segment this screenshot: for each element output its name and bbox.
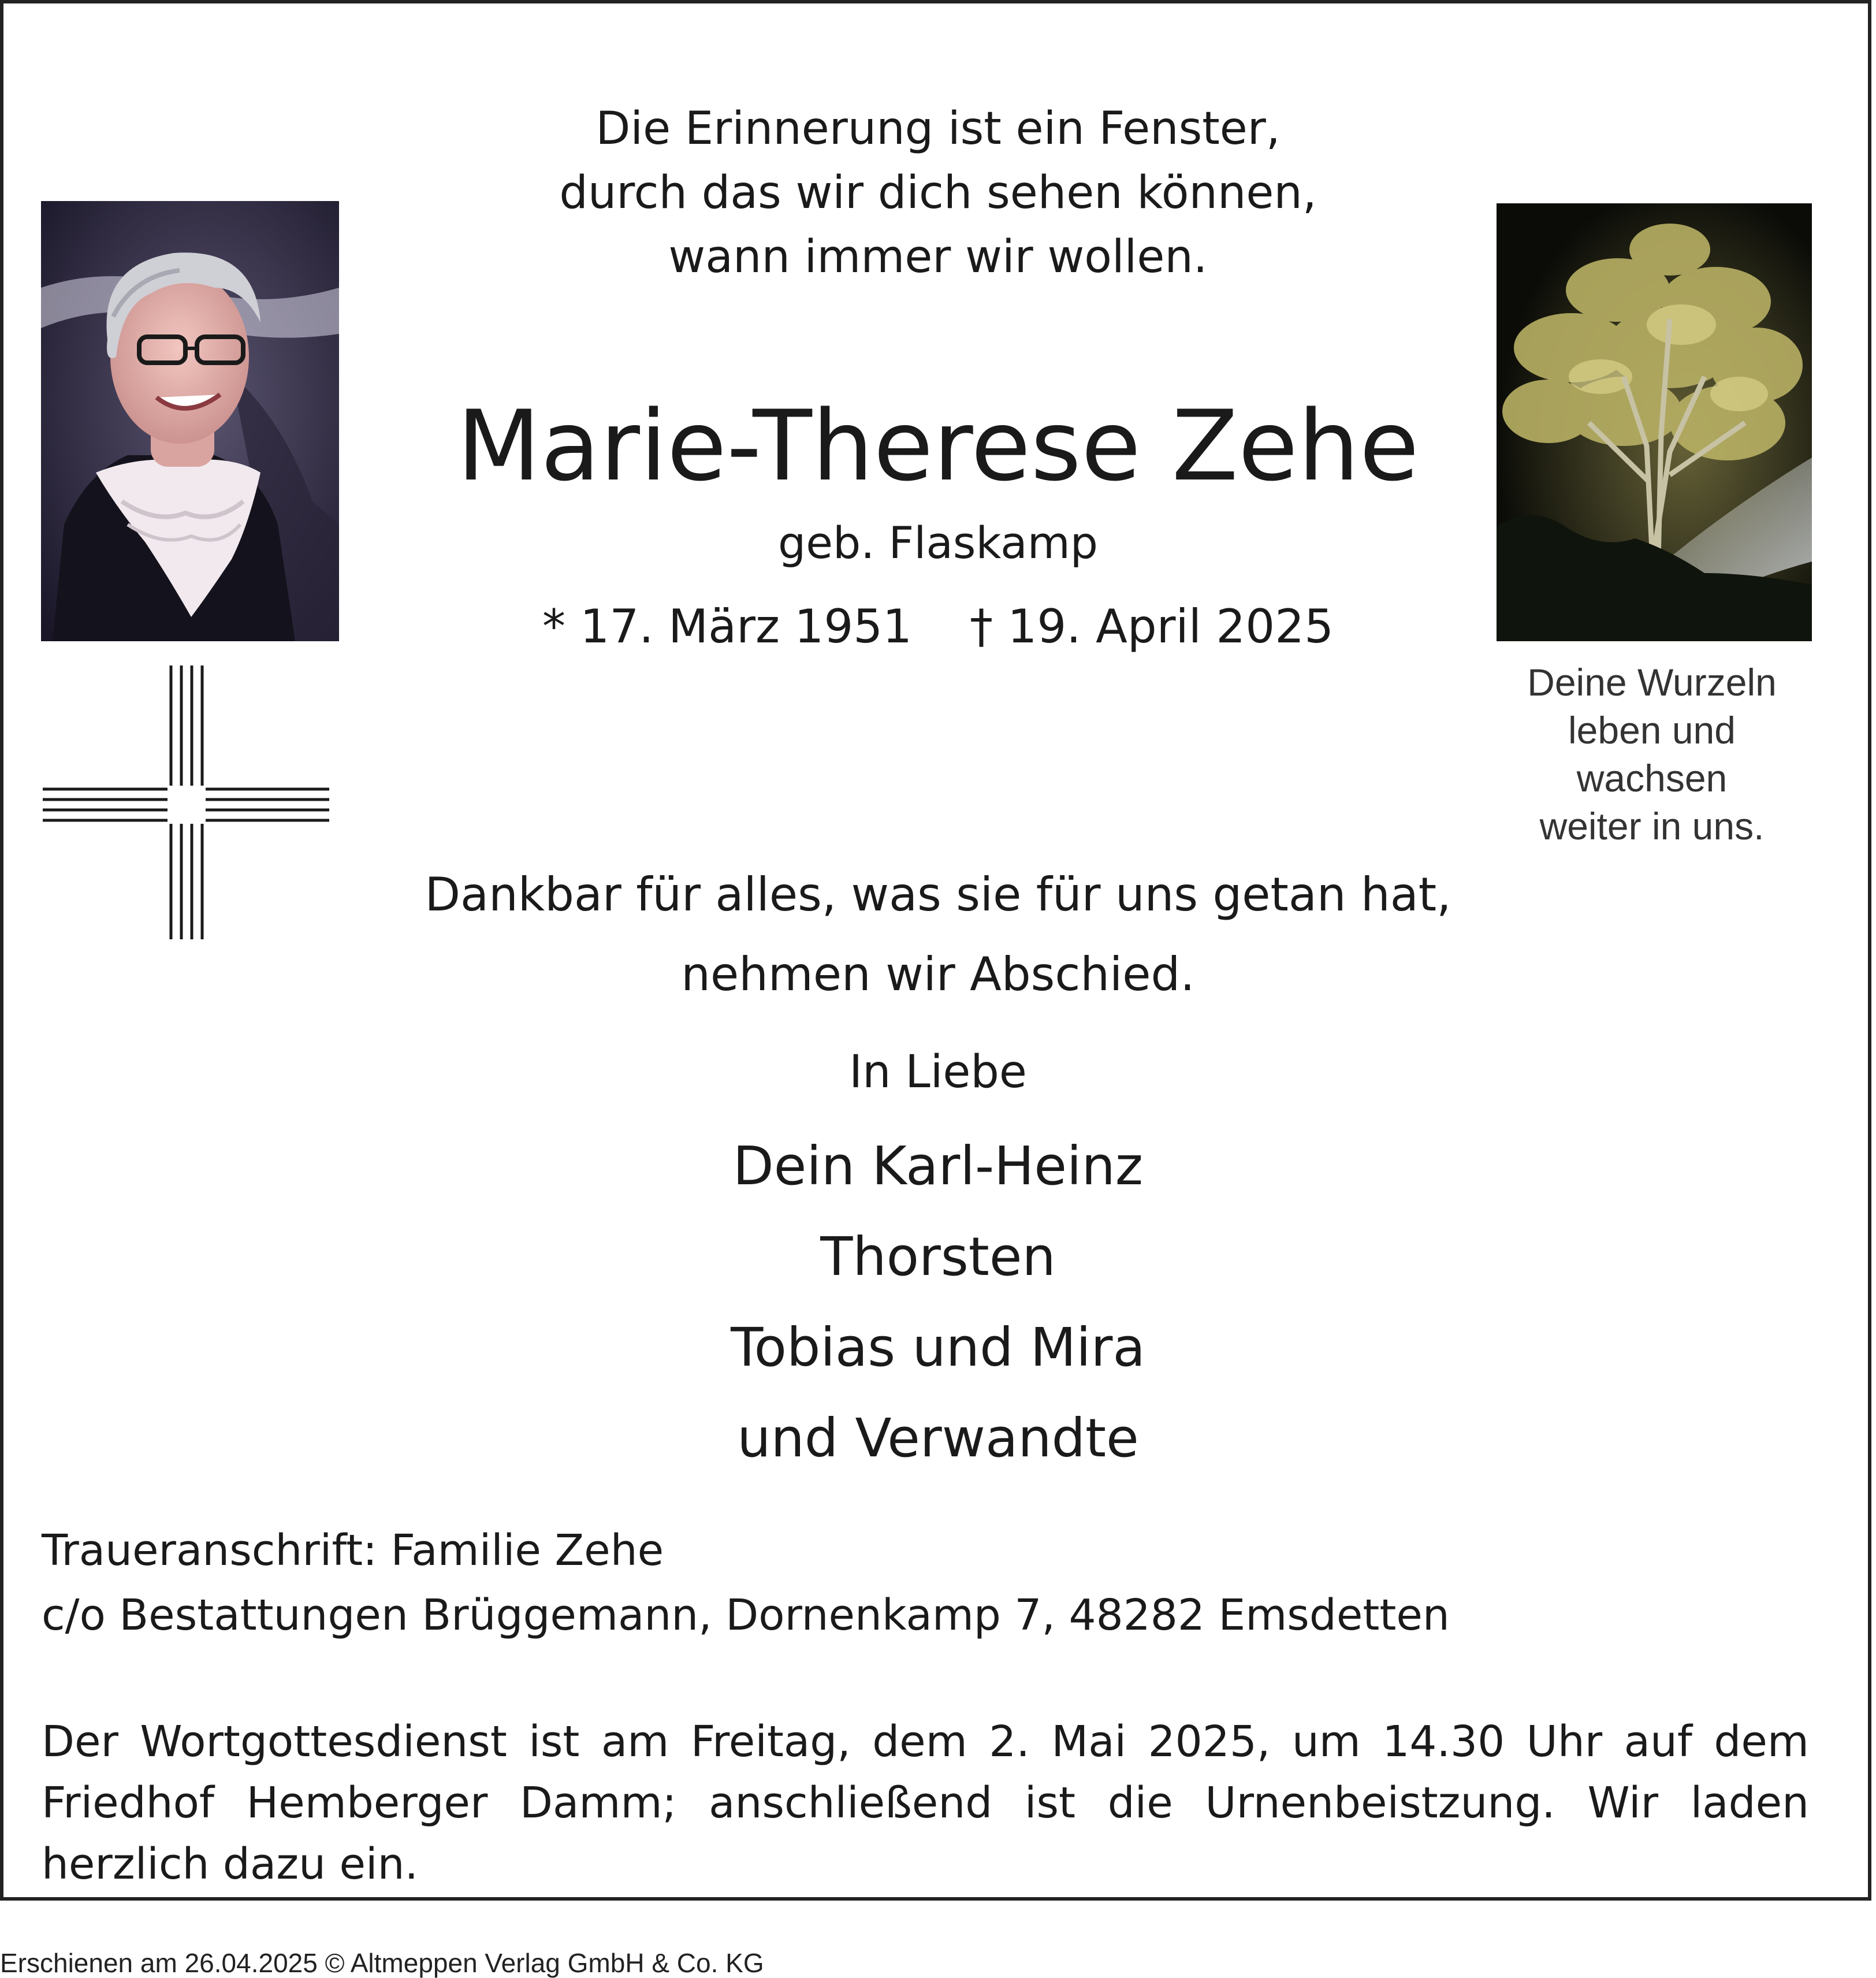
- in-love-intro: In Liebe: [849, 1046, 1027, 1098]
- thanks-line-2: nehmen wir Abschied.: [681, 947, 1195, 1001]
- publication-footer: Erschienen am 26.04.2025 © Altmeppen Verlag GmbH & Co. KG: [0, 1948, 764, 1978]
- death-date: † 19. April 2025: [970, 600, 1334, 653]
- mourner-list: [0, 1121, 1876, 1484]
- service-line-2: Friedhof Hemberger Damm; anschließend ist die Urnenbeistzung. Wir laden: [42, 1778, 1809, 1828]
- service-line-1: Der Wortgottesdienst ist am Freitag, dem 2. Mai 2025, um 14.30 Uhr auf dem: [42, 1717, 1809, 1767]
- tree-caption-line-1: Deine Wurzeln: [1527, 661, 1777, 704]
- thanks-text: [0, 855, 1876, 1014]
- mourner-name: Dein Karl-Heinz: [732, 1135, 1144, 1197]
- thanks-line-1: Dankbar für alles, was sie für uns getan hat,: [425, 868, 1451, 921]
- mourning-address: [42, 1518, 1450, 1648]
- tree-caption-line-2: leben und: [1568, 709, 1736, 752]
- mourner-name: und Verwandte: [737, 1407, 1139, 1469]
- address-line-1: Traueranschrift: Familie Zehe: [42, 1526, 664, 1575]
- service-line-3: herzlich dazu ein.: [42, 1839, 419, 1889]
- quote-line-2: durch das wir dich sehen können,: [559, 167, 1317, 219]
- mourner-name: Thorsten: [820, 1226, 1056, 1288]
- birth-date: * 17. März 1951: [542, 600, 913, 653]
- tree-photo: [1497, 203, 1812, 641]
- address-line-2: c/o Bestattungen Brüggemann, Dornenkamp 7, 48282 Emsdetten: [42, 1590, 1450, 1640]
- tree-illustration: [1497, 203, 1812, 641]
- tree-caption-line-4: weiter in uns.: [1539, 805, 1765, 847]
- quote-line-1: Die Erinnerung ist ein Fenster,: [595, 103, 1281, 155]
- tree-caption: [1479, 659, 1825, 850]
- deceased-name: Marie-Therese Zehe: [457, 389, 1419, 503]
- tree-caption-line-3: wachsen: [1576, 757, 1728, 800]
- maiden-name: geb. Flaskamp: [777, 517, 1099, 568]
- quote-line-3: wann immer wir wollen.: [668, 231, 1208, 283]
- service-notice: [42, 1711, 1809, 1895]
- mourner-name: Tobias und Mira: [731, 1317, 1145, 1378]
